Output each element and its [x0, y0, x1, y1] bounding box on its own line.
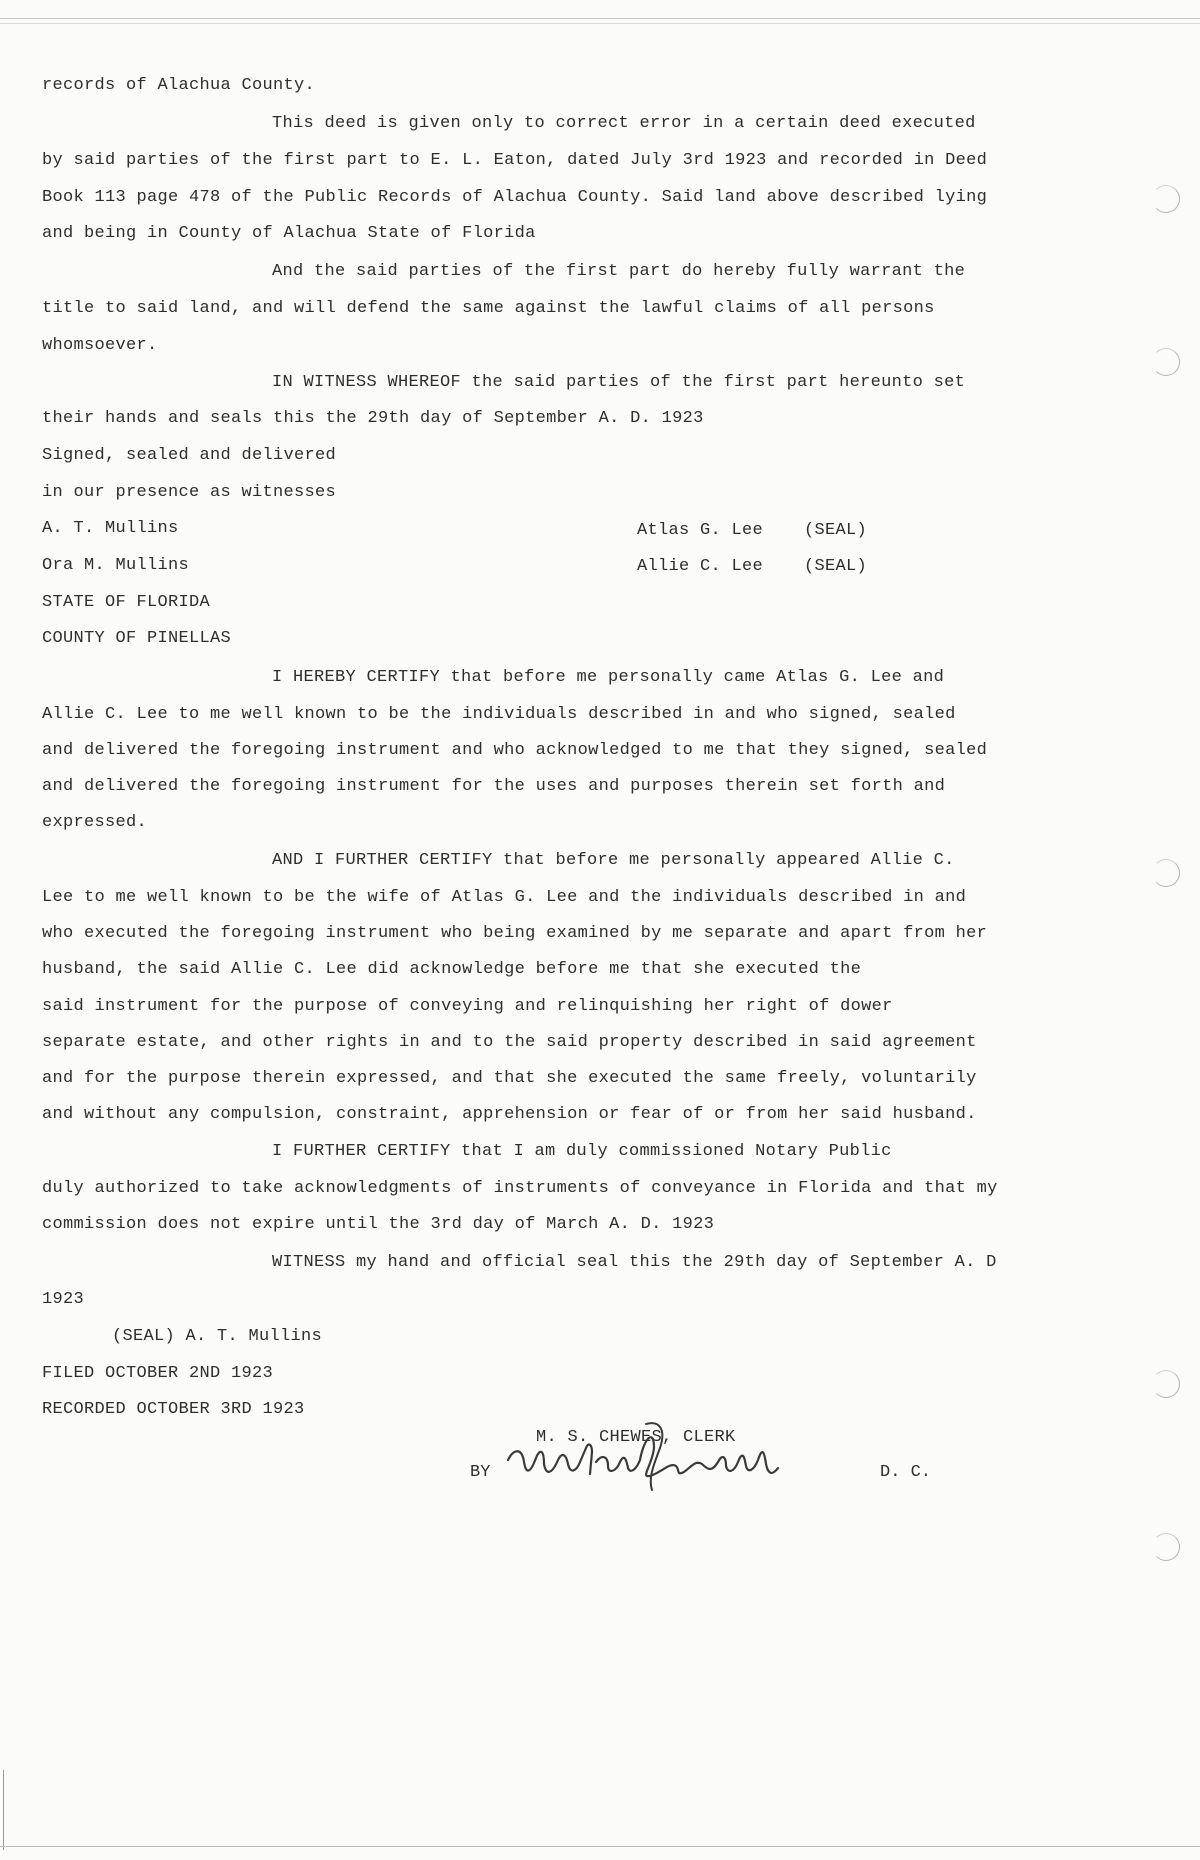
certificate-line: and for the purpose therein expressed, and that she executed the same freely, voluntarily	[42, 1069, 977, 1088]
venue-state: STATE OF FLORIDA	[42, 593, 211, 612]
certificate-line: and delivered the foregoing instrument for the uses and purposes therein set forth and	[42, 777, 946, 796]
certificate-line: and delivered the foregoing instrument and who acknowledged to me that they signed, sealed	[42, 741, 988, 760]
signer-name: Allie C. Lee	[637, 557, 764, 576]
certificate-line: I HEREBY CERTIFY that before me personally came Atlas G. Lee and	[272, 668, 945, 687]
filed-date: FILED OCTOBER 2ND 1923	[42, 1364, 274, 1383]
top-rule	[0, 18, 1200, 19]
deed-text-line: This deed is given only to correct error in a certain deed executed	[272, 114, 976, 133]
deed-text-line: and being in County of Alachua State of Florida	[42, 224, 536, 243]
binder-hole-icon	[1152, 1370, 1180, 1398]
deed-text-line: IN WITNESS WHEREOF the said parties of the first part hereunto set	[272, 373, 966, 392]
certificate-line: 1923	[42, 1290, 85, 1309]
seal-mark: (SEAL)	[804, 521, 868, 540]
binder-hole-icon	[1152, 185, 1180, 213]
certificate-line: who executed the foregoing instrument who being examined by me separate and apart from her	[42, 924, 988, 943]
deed-text-line: title to said land, and will defend the same against the lawful claims of all persons	[42, 299, 935, 318]
certificate-line: separate estate, and other rights in and to the said property described in said agreement	[42, 1033, 977, 1052]
certificate-line: Allie C. Lee to me well known to be the individuals described in and who signed, sealed	[42, 705, 956, 724]
certificate-line: commission does not expire until the 3rd day of March A. D. 1923	[42, 1215, 715, 1234]
witness-name: A. T. Mullins	[42, 519, 179, 538]
binder-hole-icon	[1152, 1533, 1180, 1561]
clerk-signature-block	[470, 1418, 932, 1508]
binder-hole-icon	[1152, 348, 1180, 376]
deed-text-line: in our presence as witnesses	[42, 483, 337, 502]
recorded-date: RECORDED OCTOBER 3RD 1923	[42, 1400, 305, 1419]
deed-text-line: by said parties of the first part to E. L. Eaton, dated July 3rd 1923 and recorded in Deed	[42, 151, 988, 170]
deed-text-line: Signed, sealed and delivered	[42, 446, 337, 465]
venue-county: COUNTY OF PINELLAS	[42, 629, 232, 648]
top-rule-secondary	[0, 23, 1200, 24]
certificate-line: said instrument for the purpose of conveying and relinquishing her right of dower	[42, 997, 893, 1016]
notary-seal-line: (SEAL) A. T. Mullins	[112, 1327, 323, 1346]
bottom-rule	[0, 1846, 1200, 1847]
handwritten-signature-icon	[500, 1418, 820, 1504]
certificate-line: Lee to me well known to be the wife of Atlas G. Lee and the individuals described in and	[42, 888, 967, 907]
left-edge-mark	[3, 1770, 4, 1850]
certificate-line: WITNESS my hand and official seal this the 29th day of September A. D	[272, 1253, 997, 1272]
certificate-line: husband, the said Allie C. Lee did acknowledge before me that she executed the	[42, 960, 862, 979]
witness-name: Ora M. Mullins	[42, 556, 190, 575]
deed-text-line: whomsoever.	[42, 336, 158, 355]
certificate-line: expressed.	[42, 813, 148, 832]
deputy-clerk-label: D. C.	[880, 1463, 932, 1482]
binder-hole-icon	[1152, 859, 1180, 887]
deed-text-line: And the said parties of the first part do hereby fully warrant the	[272, 262, 966, 281]
signer-name: Atlas G. Lee	[637, 521, 764, 540]
deed-text-line: their hands and seals this the 29th day of September A. D. 1923	[42, 409, 704, 428]
certificate-line: and without any compulsion, constraint, apprehension or fear of or from her said husband.	[42, 1105, 977, 1124]
seal-mark: (SEAL)	[804, 557, 868, 576]
by-label: BY	[470, 1463, 491, 1482]
certificate-line: I FURTHER CERTIFY that I am duly commissioned Notary Public	[272, 1142, 892, 1161]
clerk-line: M. S. CHEWES, CLERK	[536, 1428, 736, 1447]
deed-text-line: records of Alachua County.	[42, 76, 316, 95]
certificate-line: duly authorized to take acknowledgments of instruments of conveyance in Florida and that my	[42, 1179, 998, 1198]
deed-text-line: Book 113 page 478 of the Public Records of Alachua County. Said land above described lying	[42, 188, 988, 207]
certificate-line: AND I FURTHER CERTIFY that before me personally appeared Allie C.	[272, 851, 955, 870]
